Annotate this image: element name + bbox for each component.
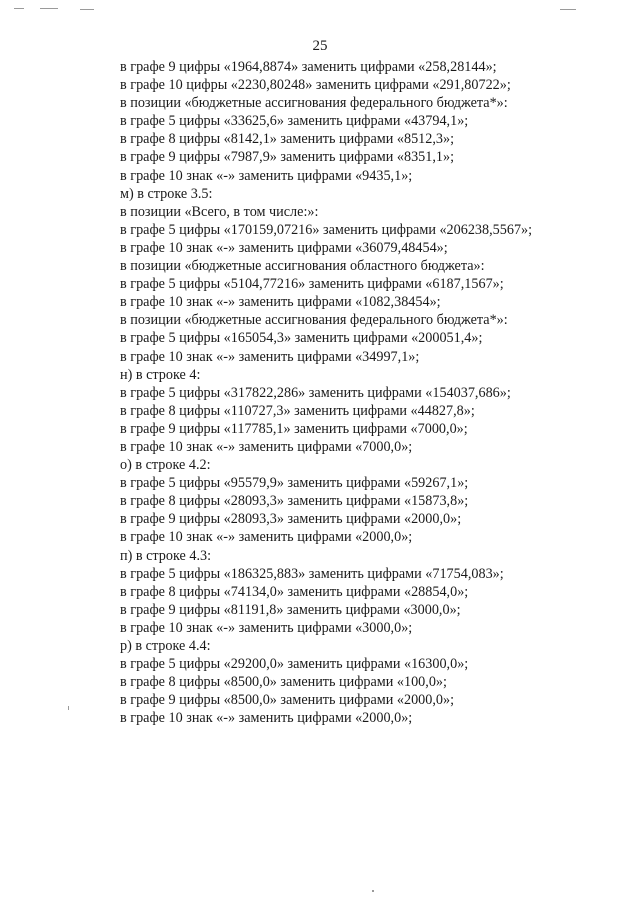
document-line: в графе 8 цифры «28093,3» заменить цифрами «15873,8»; [120,493,469,510]
scan-speck [372,890,374,892]
document-line: в графе 5 цифры «95579,9» заменить цифрами «59267,1»; [120,475,469,492]
document-line: в графе 10 знак «-» заменить цифрами «3000,0»; [120,619,413,636]
document-line: в графе 9 цифры «8500,0» заменить цифрами «2000,0»; [120,692,455,709]
document-line: в графе 9 цифры «117785,1» заменить цифрами «7000,0»; [120,420,468,437]
document-body [120,58,590,727]
document-line: в графе 8 цифры «8500,0» заменить цифрами «100,0»; [120,674,447,691]
document-line: о) в строке 4.2: [120,457,211,474]
document-line: в графе 5 цифры «186325,883» заменить цифрами «71754,083»; [120,565,504,582]
document-line: в графе 5 цифры «5104,77216» заменить цифрами «6187,1567»; [120,276,504,293]
document-line: в графе 10 знак «-» заменить цифрами «36079,48454»; [120,239,448,256]
document-line: в позиции «бюджетные ассигнования федерального бюджета*»: [120,312,508,329]
scan-speck [80,9,94,10]
document-line: в позиции «Всего, в том числе:»: [120,203,319,220]
document-line: в графе 5 цифры «317822,286» заменить цифрами «154037,686»; [120,384,511,401]
document-line: в графе 10 знак «-» заменить цифрами «7000,0»; [120,438,413,455]
scan-speck [14,8,24,9]
document-line: н) в строке 4: [120,366,201,383]
document-line: в позиции «бюджетные ассигнования областного бюджета»: [120,258,485,275]
page-number: 25 [312,38,328,54]
document-line: в графе 10 цифры «2230,80248» заменить цифрами «291,80722»; [120,77,511,94]
document-line: в графе 8 цифры «74134,0» заменить цифрами «28854,0»; [120,583,469,600]
document-line: в графе 9 цифры «81191,8» заменить цифрами «3000,0»; [120,601,461,618]
document-line: в графе 10 знак «-» заменить цифрами «34997,1»; [120,348,420,365]
scan-speck [560,9,576,10]
document-line: р) в строке 4.4: [120,638,211,654]
document-line: в графе 8 цифры «110727,3» заменить цифрами «44827,8»; [120,402,475,419]
document-line: в графе 5 цифры «29200,0» заменить цифрами «16300,0»; [120,656,469,673]
document-line: м) в строке 3.5: [120,185,213,202]
document-line: в графе 9 цифры «7987,9» заменить цифрами «8351,1»; [120,149,455,166]
document-line: в графе 5 цифры «33625,6» заменить цифрами «43794,1»; [120,113,469,130]
document-line: в графе 10 знак «-» заменить цифрами «9435,1»; [120,167,413,184]
scan-speck [68,706,69,710]
document-line: в графе 5 цифры «165054,3» заменить цифрами «200051,4»; [120,330,483,347]
document-line: п) в строке 4.3: [120,547,212,564]
document-line: в графе 9 цифры «28093,3» заменить цифрами «2000,0»; [120,511,462,528]
document-line: в графе 10 знак «-» заменить цифрами «2000,0»; [120,710,413,727]
scan-speck [40,8,58,9]
document-line: в графе 5 цифры «170159,07216» заменить цифрами «206238,5567»; [120,221,533,238]
document-line: в графе 10 знак «-» заменить цифрами «1082,38454»; [120,294,441,311]
document-line: в позиции «бюджетные ассигнования федерального бюджета*»: [120,95,508,112]
document-line: в графе 9 цифры «1964,8874» заменить цифрами «258,28144»; [120,59,497,75]
document-line: в графе 10 знак «-» заменить цифрами «2000,0»; [120,529,413,546]
document-line: в графе 8 цифры «8142,1» заменить цифрами «8512,3»; [120,131,455,148]
